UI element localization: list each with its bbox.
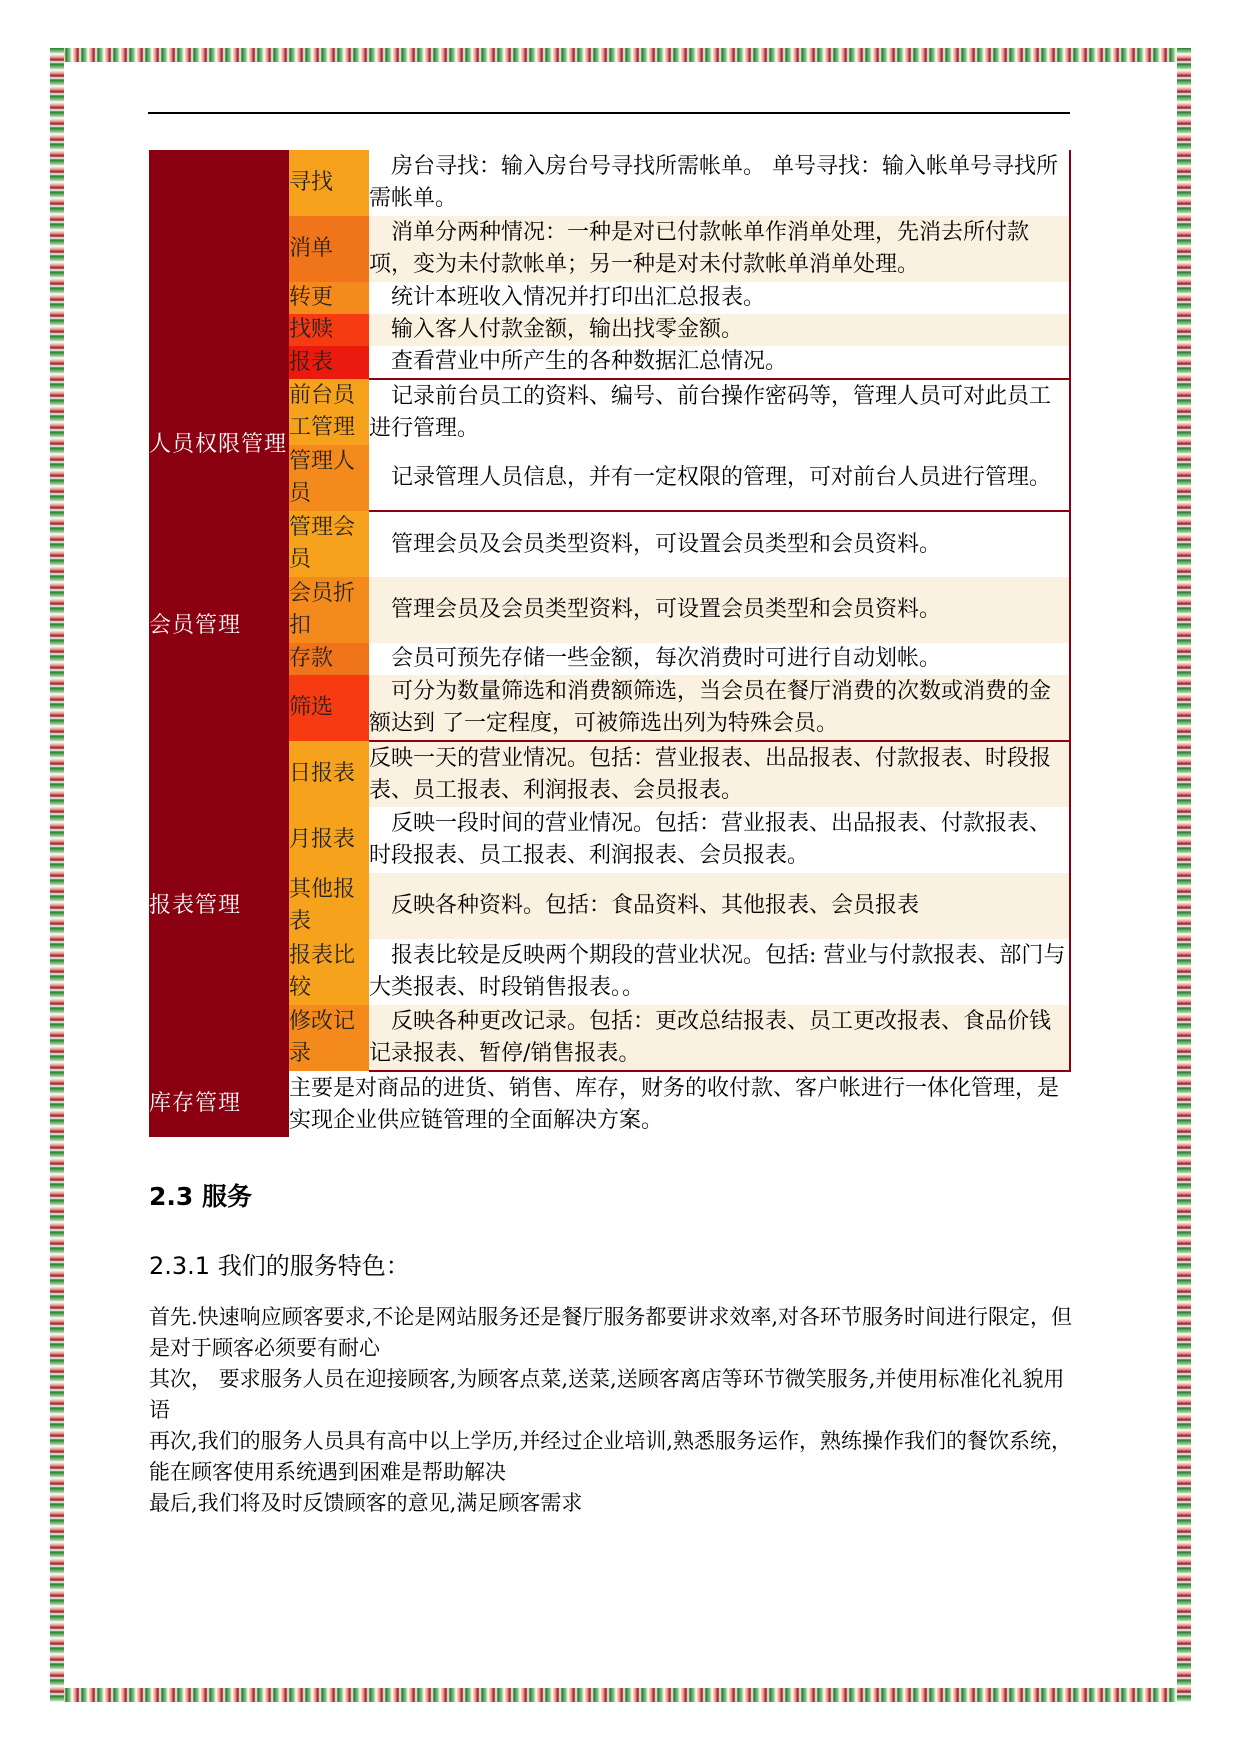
subcategory-cell: 报表 (289, 346, 369, 379)
feature-table (149, 150, 1071, 1137)
description-cell: 查看营业中所产生的各种数据汇总情况。 (369, 346, 1070, 379)
category-cell: 人员权限管理 (149, 379, 289, 511)
description-cell: 反映各种资料。包括：食品资料、其他报表、会员报表 (369, 873, 1070, 939)
subcategory-cell: 管理会员 (289, 511, 369, 577)
description-cell: 输入客人付款金额，输出找零金额。 (369, 314, 1070, 346)
decorative-border-top (50, 48, 1191, 62)
header-rule (148, 112, 1070, 114)
category-cell: 会员管理 (149, 511, 289, 741)
description-cell: 记录管理人员信息，并有一定权限的管理，可对前台人员进行管理。 (369, 445, 1070, 511)
description-cell: 消单分两种情况：一种是对已付款帐单作消单处理，先消去所付款项，变为未付款帐单；另一种是对未付款帐单消单处理。 (369, 216, 1070, 282)
subcategory-cell: 月报表 (289, 807, 369, 873)
paragraph: 再次,我们的服务人员具有高中以上学历,并经过企业培训,熟悉服务运作，熟练操作我们的餐饮系统，能在顾客使用系统遇到困难是帮助解决 (149, 1429, 1073, 1484)
category-cell: 库存管理 (149, 1071, 289, 1137)
paragraph: 最后,我们将及时反馈顾客的意见,满足顾客需求 (149, 1491, 583, 1515)
description-cell: 统计本班收入情况并打印出汇总报表。 (369, 282, 1070, 314)
subcategory-cell: 修改记录 (289, 1005, 369, 1071)
description-cell: 房台寻找：输入房台号寻找所需帐单。 单号寻找：输入帐单号寻找所需帐单。 (369, 150, 1070, 216)
paragraph: 其次， 要求服务人员在迎接顾客,为顾客点菜,送菜,送顾客离店等环节微笑服务,并使用标准化礼貌用语 (149, 1367, 1065, 1422)
subsection-heading: 2.3.1 我们的服务特色： (149, 1252, 410, 1280)
subcategory-cell: 管理人员 (289, 445, 369, 511)
description-cell: 反映一段时间的营业情况。包括：营业报表、出品报表、付款报表、时段报表、员工报表、利润报表、会员报表。 (369, 807, 1070, 873)
description-cell: 可分为数量筛选和消费额筛选，当会员在餐厅消费的次数或消费的金额达到 了一定程度，可被筛选出列为特殊会员。 (369, 675, 1070, 741)
subcategory-cell: 寻找 (289, 150, 369, 216)
subcategory-cell: 日报表 (289, 741, 369, 807)
description-cell: 管理会员及会员类型资料，可设置会员类型和会员资料。 (369, 511, 1070, 577)
section-heading: 2.3 服务 (149, 1182, 252, 1211)
subcategory-cell: 消单 (289, 216, 369, 282)
paragraph: 首先.快速响应顾客要求,不论是网站服务还是餐厅服务都要讲求效率,对各环节服务时间进行限定，但是对于顾客必须要有耐心 (149, 1305, 1073, 1360)
subcategory-cell: 转更 (289, 282, 369, 314)
description-cell: 会员可预先存储一些金额，每次消费时可进行自动划帐。 (369, 643, 1070, 675)
description-cell: 主要是对商品的进货、销售、库存，财务的收付款、客户帐进行一体化管理，是实现企业供应链管理的全面解决方案。 (289, 1071, 1070, 1137)
description-cell: 记录前台员工的资料、编号、前台操作密码等，管理人员可对此员工进行管理。 (369, 379, 1070, 445)
category-cell (149, 150, 289, 379)
decorative-border-right (1177, 48, 1191, 1702)
category-cell: 报表管理 (149, 741, 289, 1071)
description-cell: 反映一天的营业情况。包括：营业报表、出品报表、付款报表、时段报表、员工报表、利润报表、会员报表。 (369, 741, 1070, 807)
subcategory-cell: 前台员工管理 (289, 379, 369, 445)
decorative-border-bottom (50, 1688, 1191, 1702)
subcategory-cell: 找赎 (289, 314, 369, 346)
subcategory-cell: 存款 (289, 643, 369, 675)
decorative-border-left (50, 48, 64, 1702)
subcategory-cell: 会员折扣 (289, 577, 369, 643)
description-cell: 报表比较是反映两个期段的营业状况。包括: 营业与付款报表、部门与大类报表、时段销售报表。。 (369, 939, 1070, 1005)
description-cell: 管理会员及会员类型资料，可设置会员类型和会员资料。 (369, 577, 1070, 643)
description-cell: 反映各种更改记录。包括：更改总结报表、员工更改报表、食品价钱记录报表、暂停/销售报表。 (369, 1005, 1070, 1071)
subcategory-cell: 报表比较 (289, 939, 369, 1005)
subcategory-cell: 其他报表 (289, 873, 369, 939)
subcategory-cell: 筛选 (289, 675, 369, 741)
